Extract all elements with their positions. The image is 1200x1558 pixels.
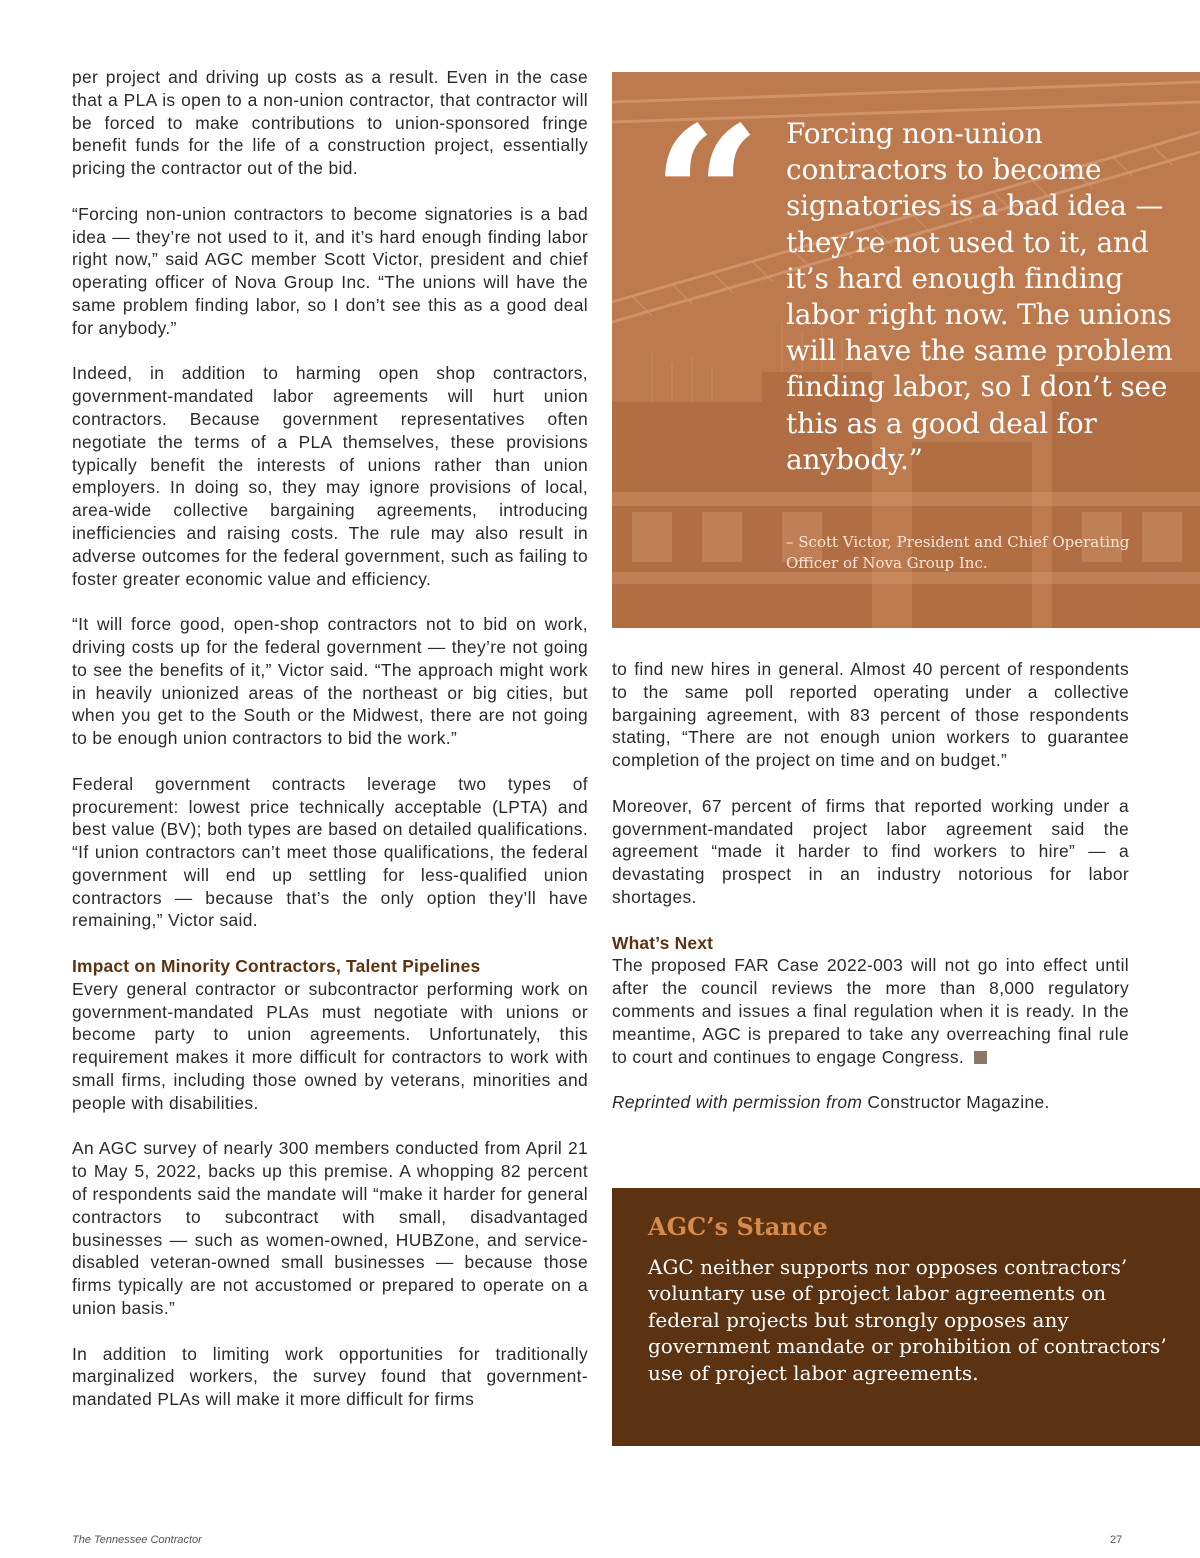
body-paragraph: In addition to limiting work opportunities for traditionally marginalized workers, the survey found that government-mandated PLAs will make it more difficult for firms xyxy=(72,1343,588,1410)
body-paragraph: An AGC survey of nearly 300 members conducted from April 21 to May 5, 2022, backs up this premise. A whopping 82 percent of respondents said the mandate will “make it harder for general contractors to subcontract with small, disadvantaged businesses — such as women-owned, HUBZone, and service-disabled veteran-owned small businesses — because those firms typically are not accustomed or prepared to operate on a union basis.” xyxy=(72,1138,588,1319)
footer-publication: The Tennessee Contractor xyxy=(72,1534,202,1546)
section-heading: What’s Next xyxy=(612,932,714,953)
end-mark-icon xyxy=(974,1051,987,1064)
body-paragraph: Every general contractor or subcontractor performing work on government-mandated PLAs must negotiate with unions or become party to union agreements. Unfortunately, this requirement makes it more difficult for contractors to work with small firms, including those owned by veterans, minorities and people with disabilities. xyxy=(72,978,588,1113)
body-paragraph: Federal government contracts leverage two types of procurement: lowest price technically acceptable (LPTA) and best value (BV); both types are based on detailed qualifications. “If union contractors can’t meet those qualifications, the federal government will end up settling for less-qualified union contractors — because that’s the only option they’ll have remaining,” Victor said. xyxy=(72,773,588,931)
agc-stance-box xyxy=(612,1188,1200,1446)
pull-quote-attribution: – Scott Victor, President and Chief Operating Officer of Nova Group Inc. xyxy=(786,533,1130,572)
body-paragraph: per project and driving up costs as a result. Even in the case that a PLA is open to a non-union contractor, that contractor will be forced to make contributions to union-sponsored fringe benefit funds for the life of a construction project, essentially pricing the contractor out of the bid. xyxy=(72,67,588,179)
reprint-note-italic: Reprinted with permission from xyxy=(612,1092,863,1113)
left-column xyxy=(72,66,588,1434)
body-paragraph: Indeed, in addition to harming open shop contractors, government-mandated labor agreements will hurt union contractors. Because government representatives often negotiate the terms of a PLA themselves, these provisions typically benefit the interests of unions rather than union employers. In doing so, they may ignore provisions of local, area-wide collective bargaining agreements, introducing inefficiencies and raising costs. The rule may also result in adverse outcomes for the federal government, such as failing to foster greater economic value and efficiency. xyxy=(72,363,588,589)
reprint-source: Constructor Magazine. xyxy=(862,1092,1050,1113)
stance-title: AGC’s Stance xyxy=(648,1212,828,1241)
reprint-note xyxy=(612,1091,1129,1114)
right-column xyxy=(612,658,1129,1137)
body-paragraph: “Forcing non-union contractors to become signatories is a bad idea — they’re not used to it, and it’s hard enough finding labor right now,” said AGC member Scott Victor, president and chief operating officer of Nova Group Inc. “The unions will have the same problem finding labor, so I don’t see this as a good deal for anybody.” xyxy=(72,203,588,338)
pull-quote-text: Forcing non-union contractors to become signatories is a bad idea — they’re not used to it, and it’s hard enough finding labor right now. The unions will have the same problem finding labor, so I don’t see this as a good deal for anybody.” xyxy=(786,117,1173,476)
section-heading: Impact on Minority Contractors, Talent Pipelines xyxy=(72,956,481,977)
body-paragraph: Moreover, 67 percent of firms that reported working under a government-mandated project labor agreement said the agreement “made it harder to find workers to hire” — a devastating prospect in an industry notorious for labor shortages. xyxy=(612,795,1129,907)
stance-body: AGC neither supports nor opposes contractors’ voluntary use of project labor agreements on federal projects but strongly opposes any government mandate or prohibition of contractors’ use of project labor agreements. xyxy=(648,1255,1167,1385)
body-paragraph xyxy=(612,954,1129,1068)
pull-quote-panel xyxy=(612,72,1200,628)
page-number: 27 xyxy=(1110,1534,1123,1546)
body-paragraph: “It will force good, open-shop contractors not to bid on work, driving costs up for the federal government — they’re not going to see the benefits of it,” Victor said. “The approach might work in heavily unionized areas of the northeast or big cities, but when you get to the South or the Midwest, there are not going to be enough union contractors to bid the work.” xyxy=(72,614,588,749)
body-paragraph: to find new hires in general. Almost 40 percent of respondents to the same poll reported operating under a collective bargaining agreement, with 83 percent of those respondents stating, “There are not enough union workers to guarantee completion of the project on time and on budget.” xyxy=(612,659,1129,771)
open-quote-glyph: “ xyxy=(652,85,762,308)
body-text: The proposed FAR Case 2022-003 will not go into effect until after the council reviews the more than 8,000 regulatory comments and issues a final regulation when it is ready. In the meantime, AGC is prepared to take any overreaching final rule to court and continues to engage Congress. xyxy=(612,955,1129,1067)
